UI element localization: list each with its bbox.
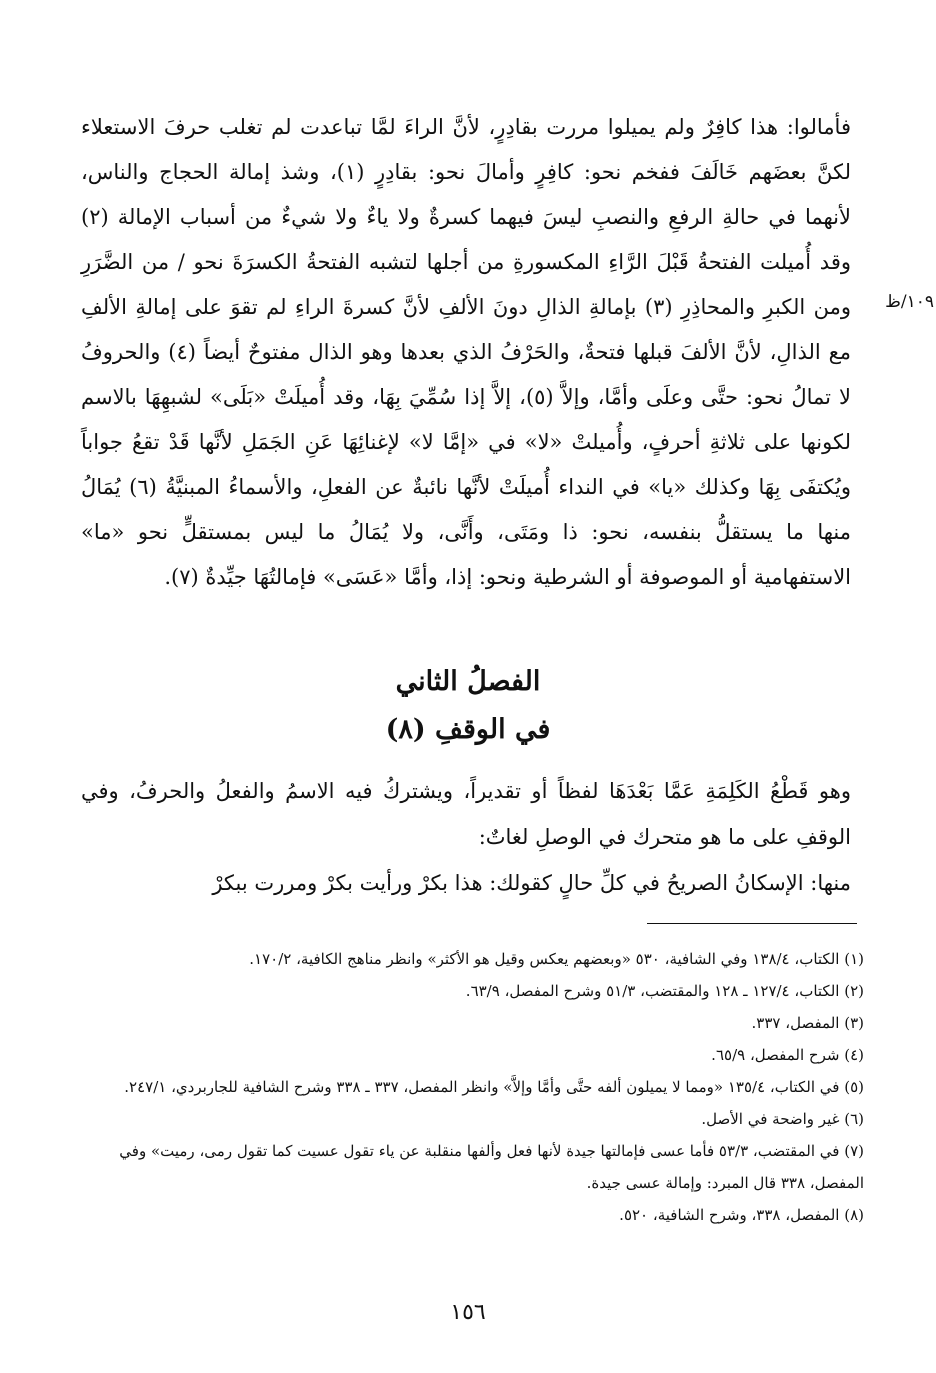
footnote: (٦) غير واضحة في الأصل. — [701, 1110, 864, 1128]
main-text — [81, 105, 851, 600]
footnote: (٣) المفصل، ٣٣٧. — [751, 1014, 864, 1032]
footnotes — [64, 943, 864, 1231]
chapter-title: الفصلُ الثاني — [395, 666, 541, 697]
footnote: (١) الكتاب، ١٣٨/٤ وفي الشافية، ٥٣٠ «وبعضهم يعكس وقيل هو الأكثر» وانظر مناهج الكافية، ١٧٠/٢. — [249, 950, 864, 968]
footnote: (٤) شرح المفصل، ٦٥/٩. — [711, 1046, 864, 1064]
footnote: (٢) الكتاب، ١٢٧/٤ ـ ١٢٨ والمقتضب، ٥١/٣ وشرح المفصل، ٦٣/٩. — [465, 982, 864, 1000]
chapter-subtitle: في الوقفِ (٨) — [385, 714, 551, 745]
section-text — [81, 768, 851, 906]
page-number: ١٥٦ — [450, 1300, 486, 1325]
footnote-divider — [647, 923, 857, 924]
section-paragraph: منها: الإسكانُ الصريحُ في كلِّ حالٍ كقولك: هذا بكرْ ورأيت بكرْ ومررت ببكرْ — [212, 871, 851, 895]
body-paragraph: فأمالوا: هذا كافِرٌ ولم يميلوا مررت بقادِرٍ، لأنَّ الراءَ لمَّا تباعدت لم تغلب حرفَ الاستعلاء لكنَّ بعضَهم خَالَفَ ففخم نحو: كافِرٍ وأمالَ نحو: بقادِرٍ (١)، وشذ إمالة الحجاج والناس، لأنهما في حالةِ الرفعِ والنصبِ ليسَ فيهما كسرةٌ ولا ياءٌ ولا شيءٌ من أسباب الإمالة (٢) وقد أُميلت الفتحةُ قَبْلَ الرَّاءِ المكسورةِ من أجلها لتشبه الفتحةُ الكسرَةَ نحو / من الضَّرَرِ ومن الكبرِ والمحاذِرِ (٣) بإمالةِ الذالِ دونَ الألفِ لأنَّ كسرةَ الراءِ لم تقوَ على إمالةِ الألفِ مع الذالِ، لأنَّ الألفَ قبلها فتحةٌ، والحَرْفُ الذي بعدها وهو الذال مفتوحٌ أيضاً (٤) والحروفُ لا تمالُ نحو: حتَّى وعلَى وأمَّا، وإلاَّ (٥)، إلاَّ إذا سُمِّيَ بِهَا، وقد أُميلَتْ «بَلَى» لشبهِهَا بالاسم لكونها على ثلاثةِ أحرفٍ، وأُميلتْ «لا» في «إمَّا لا» لإغنائِهَا عَنِ الجَمَلِ لأنَّها قَدْ تقعُ جواباً ويُكتفَى بِهَا وكذلك «يا» في النداء أُميلَتْ لأنَّها نائبةٌ عن الفعلِ، والأسماءُ المبنيَّةُ (٦) يُمَالُ منها ما يستقلُّ بنفسه، نحو: ذا ومَتَى، وأَنَّى، ولا يُمَالُ ما ليس بمستقلٍّ نحو «ما» الاستفهامية أو الموصوفة أو الشرطية ونحو: إذا، وأمَّا «عَسَى» فإمالتُهَا جيِّدةٌ (٧). — [81, 115, 852, 589]
section-paragraph: وهو قَطْعُ الكَلِمَةِ عَمَّا بَعْدَهَا لفظاً أو تقديراً، ويشتركُ فيه الاسمُ والفعلُ والحرفُ، وفي الوقفِ على ما هو متحرك في الوصلِ لغاتٌ: — [81, 779, 851, 849]
footnote: (٧) في المقتضب، ٥٣/٣ فأما عسى فإمالتها جيدة لأنها فعل وألفها منقلبة عن ياء تقول عسيت كما تقول رمى، رميت» وفي المفصل، ٣٣٨ قال المبرد: وإمالة عسى جيدة. — [119, 1142, 864, 1192]
footnote: (٥) في الكتاب، ١٣٥/٤ «ومما لا يميلون ألفه حتَّى وأمَّا وإلاَّ» وانظر المفصل، ٣٣٧ ـ ٣٣٨ وشرح الشافية للجاربردي، ٢٤٧/١. — [124, 1078, 864, 1096]
footnote: (٨) المفصل، ٣٣٨، وشرح الشافية، ٥٢٠. — [619, 1206, 864, 1224]
margin-folio-note: ١٠٩/ظ — [885, 292, 934, 312]
